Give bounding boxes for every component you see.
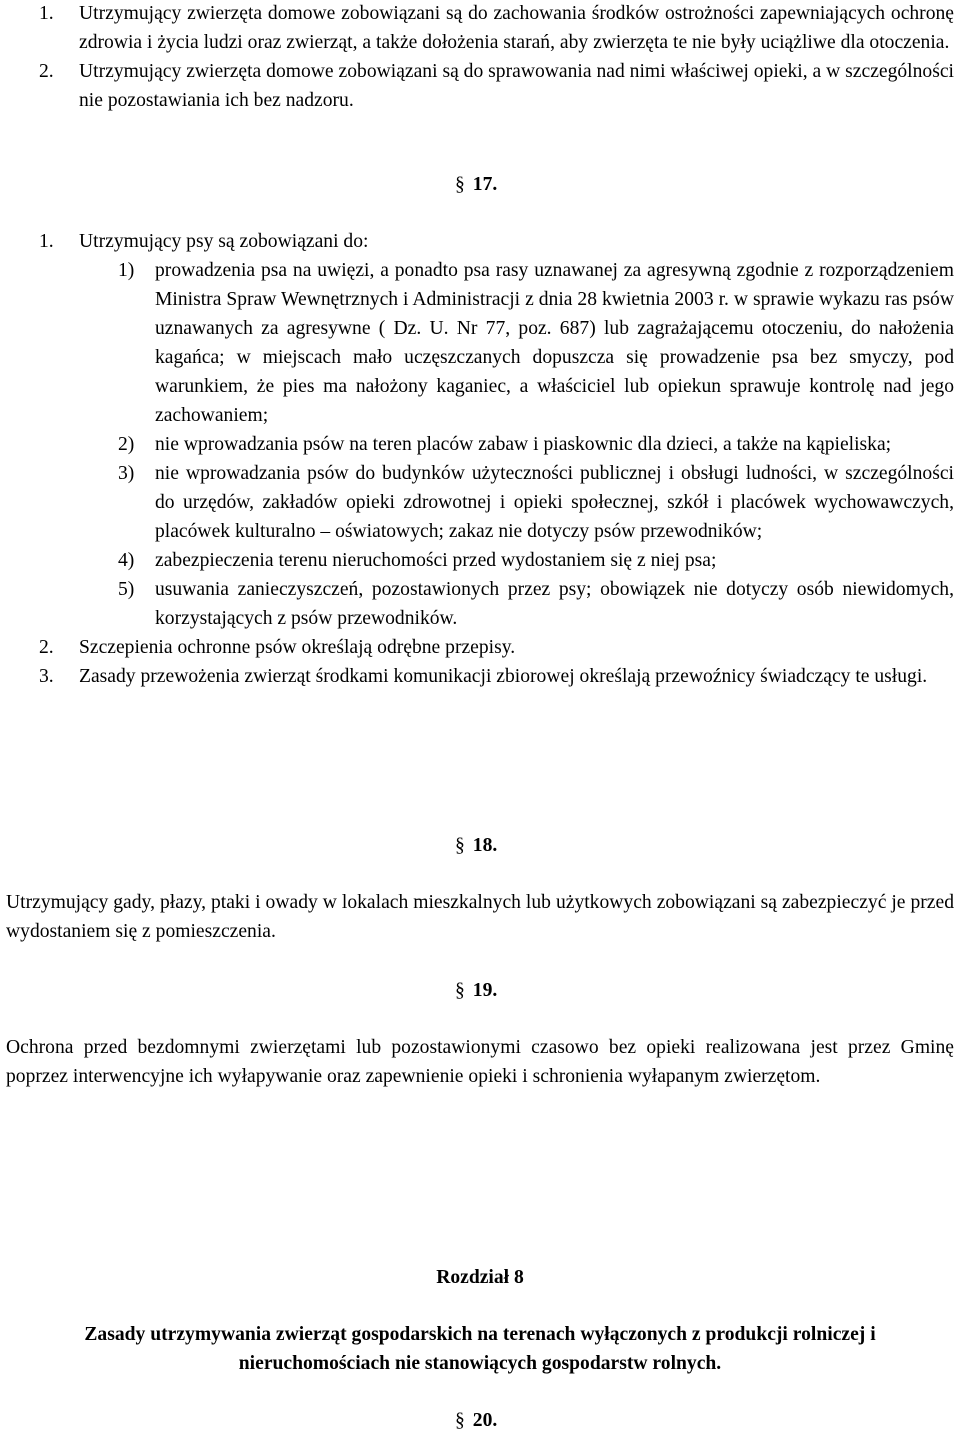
list-item (6, 546, 954, 575)
list-item-number: 5) (118, 579, 135, 600)
list-item-text: nie wprowadzania psów na teren placów zabaw i piaskownic dla dzieci, a także na kąpieliska; (155, 434, 892, 455)
section-number: 19. (472, 980, 498, 1001)
section-sign: § (455, 1410, 465, 1431)
section-17-body (6, 227, 954, 691)
list-item-text: zabezpieczenia terenu nieruchomości przed wydostaniem się z niej psa; (155, 550, 717, 571)
paragraph-number: 3. (39, 666, 54, 687)
list-item (6, 459, 954, 546)
list-item-number: 3) (118, 463, 135, 484)
list-item-text: nie wprowadzania psów do budynków użyteczności publicznej i obsługi ludności, w szczególności do urzędów, zakładów opieki zdrowotnej i opieki społecznej, szkół i placówek wychowawczych, placówek kulturalno – oświatowych; zakaz nie dotyczy psów przewodników; (155, 463, 954, 542)
list-item-text: usuwania zanieczyszczeń, pozostawionych przez psy; obowiązek nie dotyczy osób niewidomych, korzystających z psów przewodników. (155, 579, 954, 629)
paragraph-text: Utrzymujący zwierzęta domowe zobowiązani są do zachowania środków ostrożności zapewniających ochronę zdrowia i życia ludzi oraz zwierząt, a także dołożenia starań, aby zwierzęta te nie były uciążliwe dla otoczenia. (79, 3, 954, 53)
section-number: 18. (472, 835, 498, 856)
list-item-number: 2) (118, 434, 135, 455)
paragraph-19 (6, 1033, 954, 1091)
list-item (6, 430, 954, 459)
section-18-heading (455, 831, 497, 860)
section-number: 20. (472, 1410, 498, 1431)
list-item-number: 1) (118, 260, 135, 281)
paragraph-number: 1. (39, 3, 54, 24)
paragraph-text: Utrzymujący zwierzęta domowe zobowiązani są do sprawowania nad nimi właściwej opieki, a w szczególności nie pozostawiania ich bez nadzoru. (79, 61, 954, 111)
list-item-number: 4) (118, 550, 135, 571)
paragraph-18 (6, 888, 954, 946)
paragraph-number: 2. (39, 61, 54, 82)
paragraph-16-2 (6, 57, 954, 115)
paragraph-17-1 (6, 227, 954, 256)
section-sign: § (455, 980, 465, 1001)
paragraph-text: Ochrona przed bezdomnymi zwierzętami lub pozostawionymi czasowo bez opieki realizowana jest przez Gminę poprzez interwencyjne ich wyłapywanie oraz zapewnienie opieki i schronienia wyłapanym zwierzętom. (6, 1037, 954, 1087)
section-sign: § (455, 174, 465, 195)
paragraph-16-1 (6, 0, 954, 57)
section-number: 17. (472, 174, 498, 195)
paragraph-17-3 (6, 662, 954, 691)
list-item (6, 575, 954, 633)
paragraph-text: Utrzymujący psy są zobowiązani do: (79, 231, 369, 252)
paragraph-number: 2. (39, 637, 54, 658)
section-sign: § (455, 835, 465, 856)
section-17-heading (455, 170, 497, 199)
list-item (6, 256, 954, 430)
paragraph-17-2 (6, 633, 954, 662)
section-19-heading (455, 976, 497, 1005)
paragraph-text: Szczepienia ochronne psów określają odrębne przepisy. (79, 637, 516, 658)
section-20-heading (455, 1406, 497, 1435)
list-item-text: prowadzenia psa na uwięzi, a ponadto psa rasy uznawanej za agresywną zgodnie z rozporządzeniem Ministra Spraw Wewnętrznych i Administracji z dnia 28 kwietnia 2003 r. w sprawie wykazu ras psów uznawanych za agresywne ( Dz. U. Nr 77, poz. 687) lub zagrażającemu otoczeniu, do nałożenia kagańca; w miejscach mało uczęszczanych dopuszcza się prowadzenie psa bez smyczy, pod warunkiem, że pies ma nałożony kaganiec, a właściciel lub opiekun sprawuje kontrolę nad jego zachowaniem; (155, 260, 954, 426)
chapter-title: Zasady utrzymywania zwierząt gospodarskich na terenach wyłączonych z produkcji rolniczej i nieruchomościach nie stanowiących gospodarstw rolnych. (84, 1324, 876, 1374)
paragraph-text: Utrzymujący gady, płazy, ptaki i owady w lokalach mieszkalnych lub użytkowych zobowiązani są zabezpieczyć je przed wydostaniem się z pomieszczenia. (6, 892, 954, 942)
paragraph-number: 1. (39, 231, 54, 252)
chapter-label: Rozdział 8 (436, 1267, 524, 1288)
paragraph-text: Zasady przewożenia zwierząt środkami komunikacji zbiorowej określają przewoźnicy świadczący te usługi. (79, 666, 928, 687)
section-16-points (6, 0, 954, 115)
